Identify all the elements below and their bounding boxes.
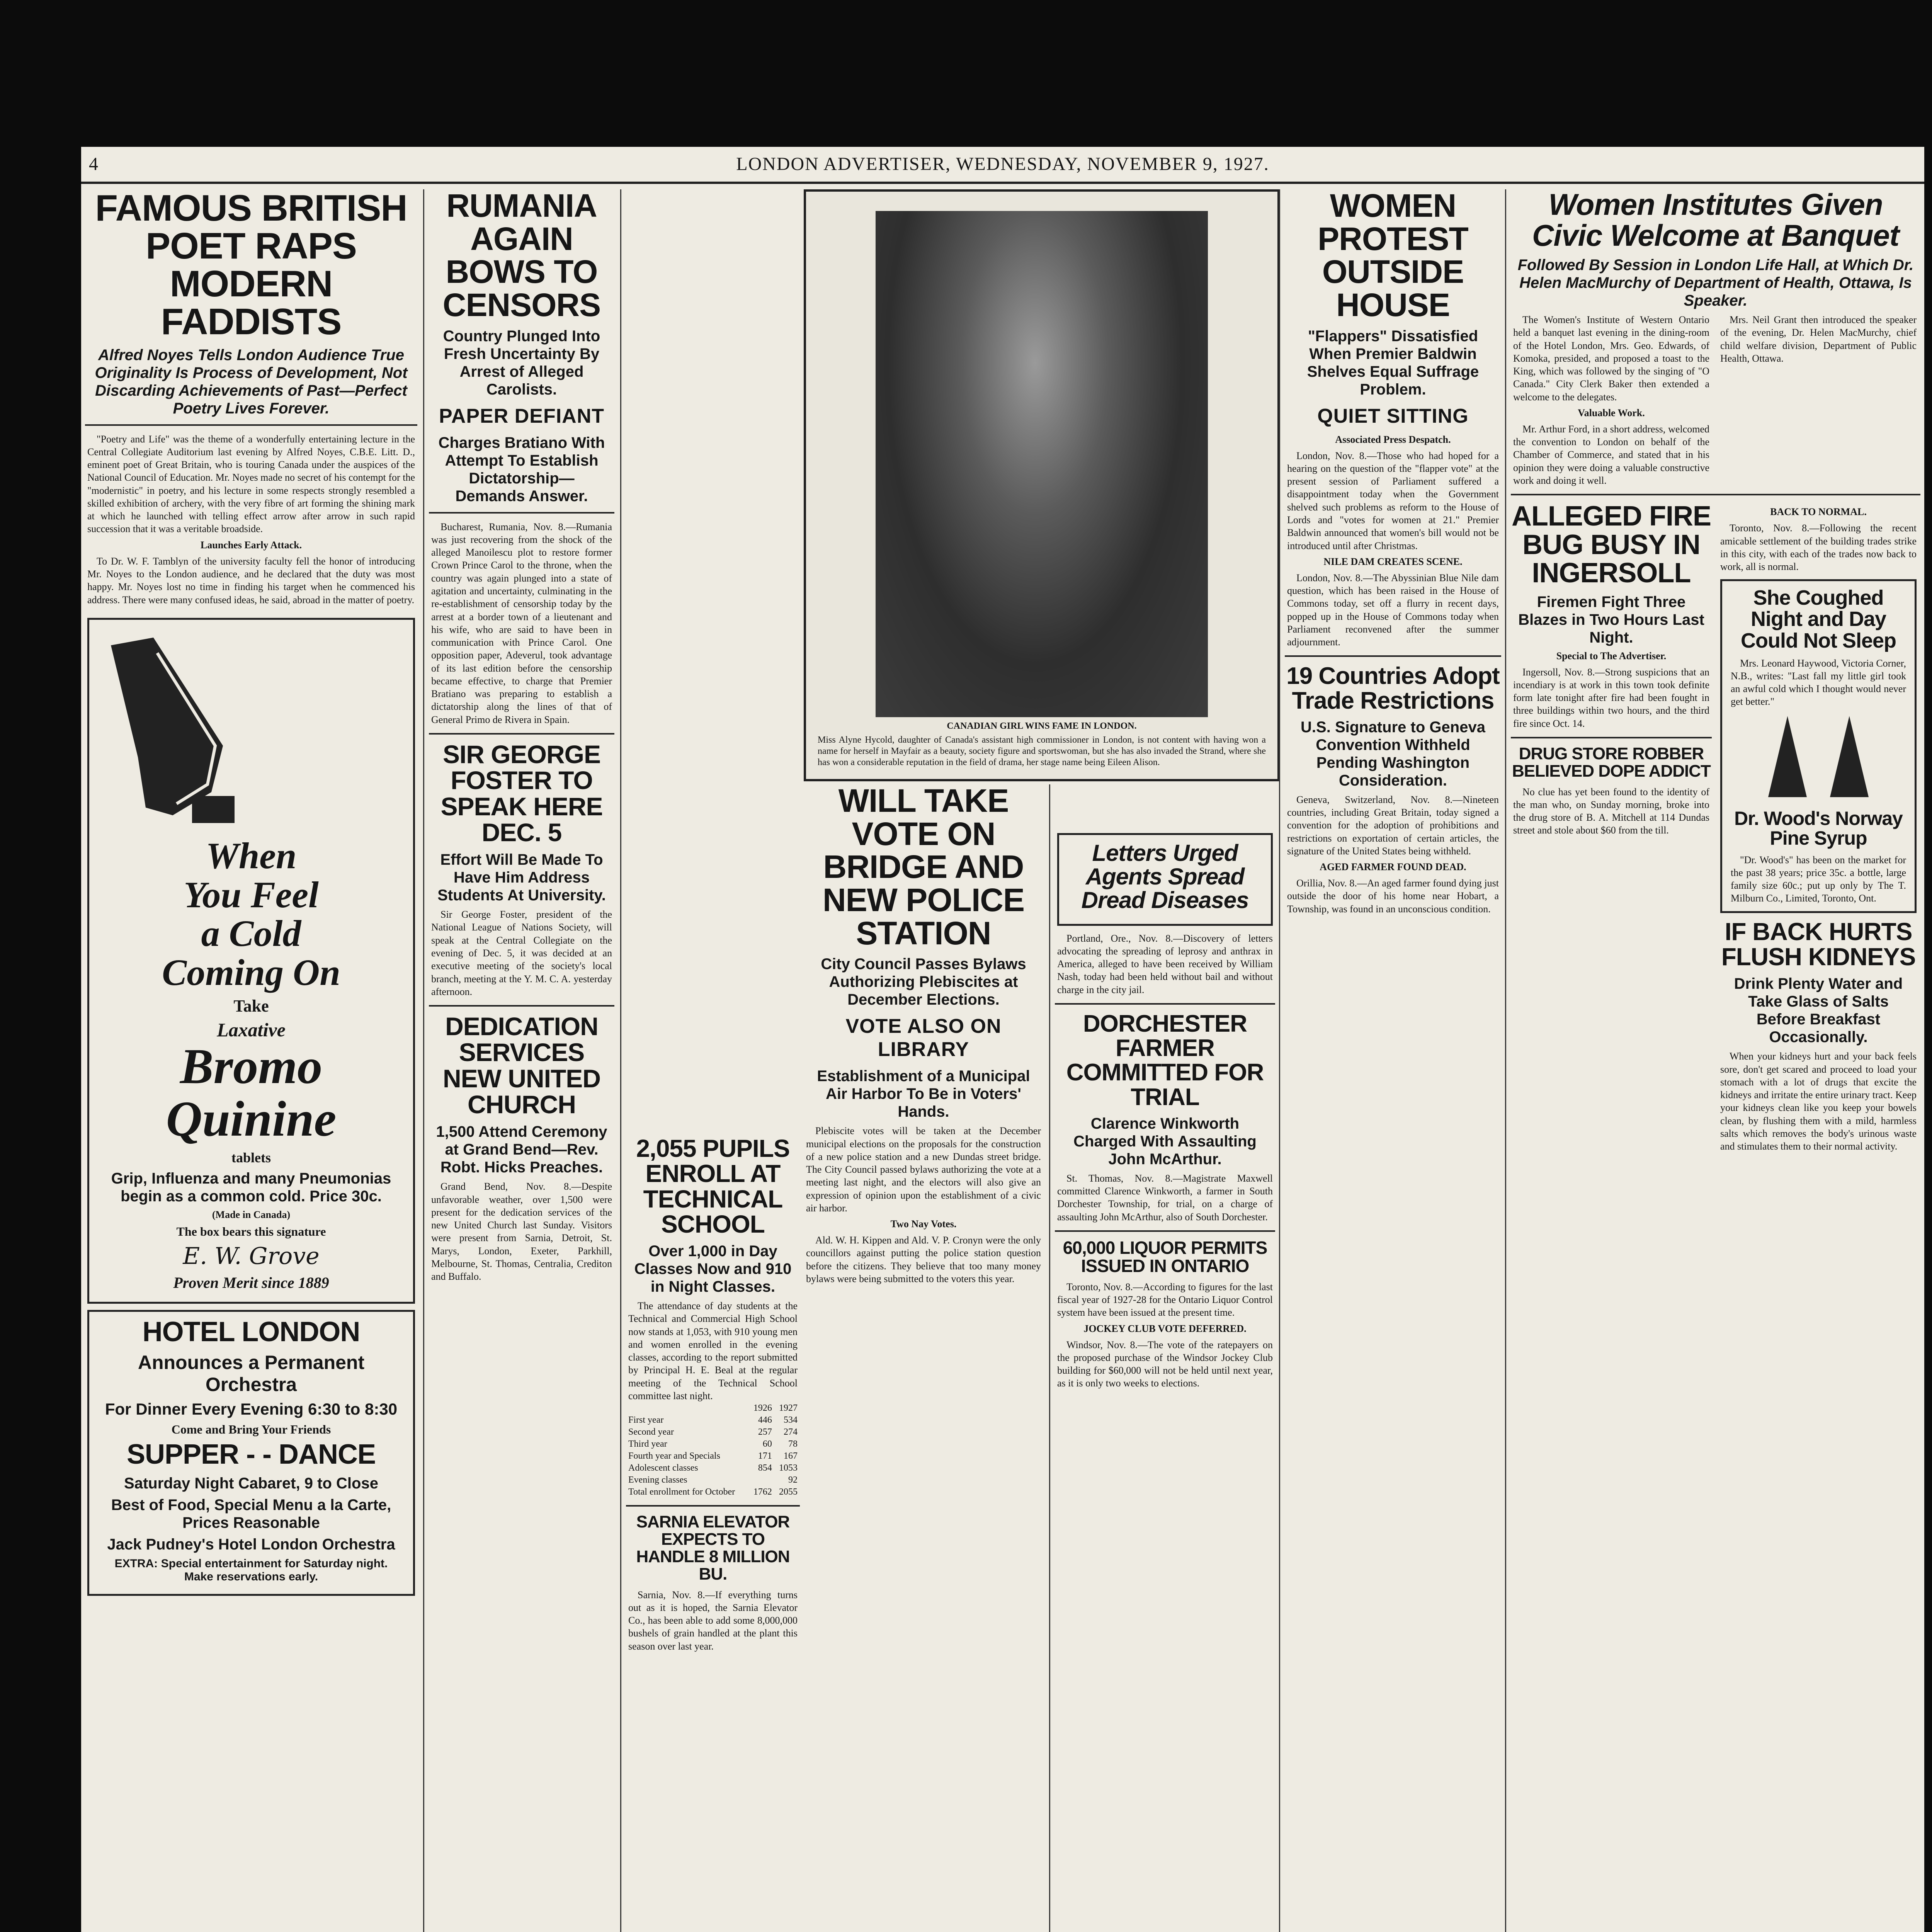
- table-cell: [749, 1474, 774, 1486]
- headline-dedication-services: DEDICATION SERVICES NEW UNITED CHURCH: [443, 1012, 600, 1119]
- subhead-aged-farmer: AGED FARMER FOUND DEAD.: [1320, 861, 1466, 873]
- subhead-nile-dam: NILE DAM CREATES SCENE.: [1323, 556, 1463, 567]
- column-rule: [423, 189, 424, 1932]
- ad-syrup-brand: Dr. Wood's Norway Pine Syrup: [1734, 807, 1903, 849]
- ad-box-text: The box bears this signature: [176, 1224, 326, 1238]
- deck-fire-bug: Firemen Fight Three Blazes in Two Hours Last Night.: [1518, 593, 1704, 646]
- divider: [1511, 494, 1920, 495]
- deck-alfred-noyes: Alfred Noyes Tells London Audience True Originality Is Process of Development, Not Discarding Achievements of Past—Perfect Poetry Lives Forever.: [95, 346, 408, 417]
- article-body-letters: Portland, Ore., Nov. 8.—Discovery of letters advocating the spreading of leprosy and anthrax in America, alleged to have been received by William Nash, today had been held without bail and without charge in the city jail.: [1057, 932, 1273, 995]
- ad-syrup-body: Mrs. Leonard Haywood, Victoria Corner, N.B., writes: "Last fall my little girl took an awful cold which I thought would never get better.": [1731, 657, 1906, 707]
- ad-brand-quinine: Quinine: [166, 1091, 337, 1147]
- table-cell: Evening classes: [628, 1475, 687, 1485]
- divider: [85, 424, 417, 426]
- table-cell: 78: [788, 1439, 798, 1449]
- divider: [626, 1505, 800, 1507]
- subhead-back-to-normal: BACK TO NORMAL.: [1770, 506, 1867, 518]
- article-body-speaker: Mrs. Neil Grant then introduced the speaker of the evening, Dr. Helen MacMurchy, chief child welfare division, Department of Public Health, Ottawa.: [1720, 314, 1917, 364]
- pointing-hand-icon: [95, 630, 258, 831]
- women-institutes-right: [1718, 313, 1919, 487]
- table-cell: 171: [758, 1451, 772, 1461]
- table-header-cell: 1926: [753, 1403, 772, 1413]
- divider: [1055, 1230, 1275, 1232]
- table-row: [626, 1438, 800, 1450]
- table-header-cell: 1927: [779, 1403, 798, 1413]
- article-body-drug-store: No clue has yet been found to the identity of the man who, on Sunday morning, broke into the drug store of B. A. Mitchell at 114 Dundas street and stole about $60 from the till.: [1513, 786, 1709, 836]
- lower-columns: [1511, 502, 1920, 1153]
- ad-hotel-name: HOTEL LONDON: [142, 1316, 360, 1347]
- subhead-two-nay-votes: Two Nay Votes.: [890, 1218, 957, 1230]
- column-rule: [1505, 189, 1506, 1932]
- table-cell: 92: [788, 1475, 798, 1485]
- divider: [429, 1005, 614, 1007]
- table-cell: 60: [762, 1439, 772, 1449]
- divider: [1285, 655, 1501, 657]
- label-vote-also-on-library: VOTE ALSO ON LIBRARY: [845, 1015, 1002, 1061]
- table-cell: 167: [784, 1451, 798, 1461]
- divider: [429, 512, 614, 514]
- headline-women-protest: WOMEN PROTEST OUTSIDE HOUSE: [1318, 189, 1468, 323]
- article-body-poet: "Poetry and Life" was the theme of a wonderfully entertaining lecture in the Central Collegiate Auditorium last evening by Alfred Noyes, C.B.E. Litt. D., eminent poet of Great Britain, who is touring Canada under the auspices of the National Council of Education. Mr. Noyes made no secret of his contempt for the "modernistic" in poetry, and his lecture in some respects strongly resembled a skilled exhibition of archery, with the very fibre of art forming the shining mark at which he launched with telling effect arrow after arrow in such rapid succession that it was a veritable broadside.: [87, 433, 415, 535]
- article-body-vote-2: Ald. W. H. Kippen and Ald. V. P. Cronyn were the only councillors against putting the police station question before the citizens. They believe that too many money bylaws were being submitted to the voters this year.: [806, 1235, 1041, 1285]
- ad-syrup-body-2: "Dr. Wood's" has been on the market for the past 38 years; price 35c. a bottle, large family size 60c.; put up only by The T. Milburn Co., Limited, Toronto, Ont.: [1731, 854, 1906, 904]
- deck-2055-pupils: Over 1,000 in Day Classes Now and 910 in Night Classes.: [634, 1243, 792, 1296]
- ad-signature: E. W. Grove: [183, 1242, 320, 1270]
- column-rule: [1049, 784, 1050, 1932]
- article-body-poet-2: To Dr. W. F. Tamblyn of the university faculty fell the honor of introducing Mr. Noyes to the London audience, and he declared that the duty was most happy. Mr. Noyes lost no time in finding his target when he commenced his address. There were many confused ideas, he said, abroad in the matter of poetry.: [87, 555, 415, 605]
- column-2b: [626, 1136, 800, 1932]
- ad-kidneys-body: When your kidneys hurt and your back feels sore, don't get scared and proceed to load your stomach with a lot of drugs that excite the kidneys and irritate the entire urinary tract. Keep your kidneys clean like you keep your bowels clean, by flushing them with a mild, harmless salts which removes the body's urinous waste and stimulates them to their normal activity.: [1720, 1051, 1917, 1152]
- table-cell: 1762: [753, 1487, 772, 1497]
- column-rule: [620, 189, 621, 1932]
- ad-kidneys-headline: IF BACK HURTS FLUSH KIDNEYS: [1721, 917, 1916, 971]
- article-body-19-countries: Geneva, Switzerland, Nov. 8.—Nineteen countries, including Great Britain, today signed a convention for the adoption of prohibitions and restrictions on exportation of certain articles, the signature of the United States being withheld.: [1287, 794, 1499, 857]
- ad-hotel-london: [87, 1310, 415, 1596]
- article-body-aged-farmer: Orillia, Nov. 8.—An aged farmer found dying just outside the door of his home near Hobart, a Township, was found in an unconscious condition.: [1287, 878, 1499, 915]
- ad-hotel-line5: Best of Food, Special Menu a la Carte, Prices Reasonable: [111, 1496, 391, 1531]
- table-header-cell: [626, 1402, 749, 1414]
- ad-hotel-line1: Announces a Permanent Orchestra: [138, 1351, 365, 1396]
- deck-women-institutes: Followed By Session in London Life Hall, at Which Dr. Helen MacMurchy of Department of Health, Ottawa, Is Speaker.: [1517, 257, 1914, 310]
- photo-caption-head: CANADIAN GIRL WINS FAME IN LONDON.: [947, 721, 1137, 731]
- pine-tree-icon: [1760, 708, 1876, 809]
- article-body-vote: Plebiscite votes will be taken at the December municipal elections on the proposals for the construction of a new police station and a new Dundas street bridge. The City Council passed bylaws authorizing the vote at a meeting last night, and the electors will also give an expression of opinion upon the establishment of a civic air harbor.: [806, 1125, 1041, 1214]
- ad-take: Take: [233, 997, 269, 1015]
- column-4: [1285, 189, 1501, 1932]
- ad-line-when: When: [206, 835, 297, 876]
- article-body-dedication: Grand Bend, Nov. 8.—Despite unfavorable weather, over 1,500 were present for the dedication services of the new United Church last Sunday. Visitors were present from Sarnia, Detroit, St. Marys, London, Exeter, Parkhill, Melbourne, St. Thomas, Centralia, Crediton and Buffalo.: [431, 1181, 612, 1282]
- table-row: [626, 1486, 800, 1498]
- ad-syrup-headline: She Coughed Night and Day Could Not Sleep: [1741, 586, 1896, 652]
- table-row: [626, 1414, 800, 1426]
- photo-caption: Miss Alyne Hycold, daughter of Canada's assistant high commissioner in London, is not content with having won a name for herself in Mayfair as a beauty, society figure and sportswoman, but she has also invaded the Strand, where she has won a considerable reputation in the field of drama, her stage name being Eileen Alison.: [818, 735, 1266, 767]
- ad-norway-pine-syrup: [1720, 579, 1917, 913]
- label-paper-defiant: PAPER DEFIANT: [439, 405, 605, 427]
- headline-drug-store-robber: DRUG STORE ROBBER BELIEVED DOPE ADDICT: [1512, 744, 1711, 781]
- table-cell: Third year: [628, 1439, 667, 1449]
- deck-dedication: 1,500 Attend Ceremony at Grand Bend—Rev. Robt. Hicks Preaches.: [436, 1123, 607, 1176]
- masthead: [81, 147, 1924, 184]
- article-body-pupils: The attendance of day students at the Technical and Commercial High School now stands at 1,053, with 910 young men and women enrolled in the evening classes, according to the report submitted by Principal H. E. Beal at the regular meeting of the Technical School committee last night.: [628, 1300, 798, 1401]
- headline-liquor-permits: 60,000 LIQUOR PERMITS ISSUED IN ONTARIO: [1063, 1237, 1267, 1276]
- table-row: [626, 1450, 800, 1462]
- ad-hotel-supper: SUPPER - - DANCE: [126, 1439, 376, 1470]
- deck-will-take-vote: City Council Passes Bylaws Authorizing Plebiscites at December Elections.: [821, 956, 1026, 1009]
- article-body-sarnia: Sarnia, Nov. 8.—If everything turns out as it is hoped, the Sarnia Elevator Co., has been able to add some 8,000,000 bushels of grain handled at the plant this season over last year.: [628, 1589, 798, 1652]
- headline-letters-urged: Letters Urged Agents Spread Dread Diseases: [1081, 840, 1249, 913]
- article-body-nile-dam: London, Nov. 8.—The Abyssinian Blue Nile dam question, which has been raised in the House of Commons today, set off a flurry in recent days, popped up in the House of Commons today when Parliament reconvened after the summer adjournment.: [1287, 572, 1499, 648]
- ad-hotel-line4: Saturday Night Cabaret, 9 to Close: [124, 1475, 378, 1492]
- deck-19-countries: U.S. Signature to Geneva Convention Withheld Pending Washington Consideration.: [1301, 718, 1485, 789]
- headline-sarnia-elevator: SARNIA ELEVATOR EXPECTS TO HANDLE 8 MILLION BU.: [636, 1512, 790, 1583]
- ad-copy: Grip, Influenza and many Pneumonias begin as a common cold. Price 30c.: [111, 1170, 391, 1205]
- article-body-rumania: Bucharest, Rumania, Nov. 8.—Rumania was just recovering from the shock of the alleged Manoilescu plot to restore former Crown Prince Carol to the throne, when the country was again plunged into a state of agitation and uncertainty, culminating in the re-establishment of censorship today by the arrest at a border town of a lieutenant and his wife, who are said to have been in communication with Prince Carol. One opposition paper, Adeverul, took advantage of its last edition before the censorship became effective, to charge that Premier Bratiano was preparing to establish a dictatorship along the lines of that of General Primo de Rivera in Spain.: [431, 521, 612, 725]
- ad-made-in-canada: (Made in Canada): [212, 1209, 291, 1220]
- women-institutes-left: [1511, 313, 1712, 487]
- subhead-valuable-work: Valuable Work.: [1578, 407, 1645, 418]
- ads-column: [1718, 502, 1919, 1153]
- headline-19-countries: 19 Countries Adopt Trade Restrictions: [1286, 663, 1500, 714]
- table-cell: 257: [758, 1427, 772, 1437]
- ad-laxative: Laxative: [217, 1019, 286, 1041]
- portrait-photo: [876, 211, 1208, 717]
- box-letters-urged: [1057, 833, 1273, 926]
- enrollment-table: [626, 1402, 800, 1498]
- page-number: 4: [89, 154, 99, 174]
- column-rule: [1279, 189, 1280, 1932]
- table-cell: Adolescent classes: [628, 1463, 698, 1473]
- article-body-women-protest: London, Nov. 8.—Those who had hoped for a hearing on the question of the "flapper vote" at the present session of Parliament suffered a disappointment today when the Government shelved such problems as reform to the House of Lords and "votes for women at 21." Premier Baldwin announced that women's bill would not be introduced until after Christmas.: [1287, 450, 1499, 551]
- ad-line-coming-on: Coming On: [162, 952, 340, 993]
- headline-2055-pupils: 2,055 PUPILS ENROLL AT TECHNICAL SCHOOL: [636, 1136, 790, 1238]
- photo-canadian-girl: [804, 189, 1280, 781]
- ad-hotel-line2: For Dinner Every Evening 6:30 to 8:30: [105, 1400, 398, 1418]
- table-header-row: [626, 1402, 800, 1414]
- column-2: [429, 189, 614, 1932]
- source-associated-press: Associated Press Despatch.: [1335, 434, 1451, 445]
- women-institutes-columns: [1511, 313, 1920, 487]
- table-cell: First year: [628, 1415, 664, 1425]
- table-cell: Fourth year and Specials: [628, 1451, 720, 1461]
- article-body-valuable-work: Mr. Arthur Ford, in a short address, welcomed the convention to London on behalf of the Chamber of Commerce, and stated that in his opinion they were doing a valuable constructive work and doing it well.: [1513, 423, 1709, 486]
- ad-hotel-line7: EXTRA: Special entertainment for Saturday night. Make reservations early.: [114, 1557, 388, 1583]
- ad-hotel-line6: Jack Pudney's Hotel London Orchestra: [107, 1536, 395, 1553]
- ad-brand-bromo: Bromo: [180, 1038, 323, 1094]
- headline-women-institutes: Women Institutes Given Civic Welcome at Banquet: [1532, 189, 1899, 252]
- divider: [1055, 1003, 1275, 1005]
- headline-dorchester-farmer: DORCHESTER FARMER COMMITTED FOR TRIAL: [1066, 1010, 1264, 1111]
- headline-fire-bug: ALLEGED FIRE BUG BUSY IN INGERSOLL: [1511, 501, 1711, 589]
- deck-sir-george-foster: Effort Will Be Made To Have Him Address Students At University.: [437, 851, 606, 904]
- headline-rumania: RUMANIA AGAIN BOWS TO CENSORS: [442, 189, 601, 323]
- article-body-women-institutes: The Women's Institute of Western Ontario held a banquet last evening in the dining-room of the Hotel London, Mrs. Geo. Edwards, of Komoka, presided, and proposed a toast to the King, which was followed by the singing of "O Canada." City Clerk Baker then extended a welcome to the delegates.: [1513, 314, 1709, 403]
- column-middle: [804, 784, 1043, 1932]
- table-cell: Second year: [628, 1427, 674, 1437]
- table-row: [626, 1426, 800, 1438]
- table-cell: 1053: [779, 1463, 798, 1473]
- deck-rumania-2: Charges Bratiano With Attempt To Establish Dictatorship—Demands Answer.: [438, 434, 605, 505]
- headline-will-take-vote: WILL TAKE VOTE ON BRIDGE AND NEW POLICE STATION: [822, 784, 1024, 951]
- headline-famous-british-poet: FAMOUS BRITISH POET RAPS MODERN FADDISTS: [95, 189, 407, 342]
- ad-line-you-feel: You Feel: [184, 874, 319, 915]
- ad-kidneys-deck: Drink Plenty Water and Take Glass of Salts Before Breakfast Occasionally.: [1734, 975, 1903, 1046]
- deck-rumania: Country Plunged Into Fresh Uncertainty By Arrest of Alleged Carolists.: [443, 327, 600, 398]
- article-body-foster: Sir George Foster, president of the National League of Nations Society, will speak at the Central Collegiate on the evening of Dec. 5, it was decided at an executive meeting of the society's local branch, meeting at the Y. M. C. A. yesterday afternoon.: [431, 909, 612, 997]
- ad-tablets: tablets: [231, 1150, 271, 1165]
- deck-women-protest: "Flappers" Dissatisfied When Premier Baldwin Shelves Equal Suffrage Problem.: [1307, 327, 1479, 398]
- subhead-jockey-club: JOCKEY CLUB VOTE DEFERRED.: [1083, 1323, 1247, 1334]
- table-row: [626, 1474, 800, 1486]
- ad-bromo-quinine: [87, 618, 415, 1304]
- ad-hotel-line3: Come and Bring Your Friends: [171, 1422, 331, 1437]
- article-body-back-to-normal: Toronto, Nov. 8.—Following the recent amicable settlement of the building trades strike in this city, with each of the trades now back to work, all is normal.: [1720, 522, 1917, 573]
- masthead-title: LONDON ADVERTISER, WEDNESDAY, NOVEMBER 9, 1927.: [736, 154, 1269, 174]
- table-cell: 534: [784, 1415, 798, 1425]
- fire-bug-column: [1511, 502, 1712, 1153]
- table-cell: 854: [758, 1463, 772, 1473]
- article-body-dorchester: St. Thomas, Nov. 8.—Magistrate Maxwell committed Clarence Winkworth, a farmer in South Dorchester Township, for trial, on a charge of assaulting John McArthur, also of South Dorchester.: [1057, 1172, 1273, 1223]
- deck-dorchester: Clarence Winkworth Charged With Assaulting John McArthur.: [1073, 1115, 1257, 1168]
- article-body-fire-bug: Ingersoll, Nov. 8.—Strong suspicions that an incendiary is at work in this town took definite form late tonight after fire had been fought in three buildings within two hours, and the third fire since Oct. 14.: [1513, 666, 1709, 729]
- source-special: Special to The Advertiser.: [1556, 650, 1667, 662]
- table-row: [626, 1462, 800, 1474]
- divider: [429, 733, 614, 735]
- column-middle-2: [1055, 827, 1275, 1932]
- headline-sir-george-foster: SIR GEORGE FOSTER TO SPEAK HERE DEC. 5: [440, 740, 603, 847]
- subhead-launches-early-attack: Launches Early Attack.: [200, 539, 302, 551]
- table-cell: 446: [758, 1415, 772, 1425]
- article-body-liquor: Toronto, Nov. 8.—According to figures for the last fiscal year of 1927-28 for the Ontario Liquor Control system have been issued at the present time.: [1057, 1281, 1273, 1318]
- table-cell: 2055: [779, 1487, 798, 1497]
- ad-proven-merit: Proven Merit since 1889: [173, 1274, 329, 1291]
- column-1: [85, 189, 417, 1932]
- column-5: [1511, 189, 1920, 1932]
- article-body-jockey: Windsor, Nov. 8.—The vote of the ratepayers on the proposed purchase of the Windsor Jockey Club building for $60,000 will not be held until next year, as it is only two weeks to elections.: [1057, 1339, 1273, 1389]
- newspaper-page: [81, 147, 1924, 1932]
- deck-will-take-vote-2: Establishment of a Municipal Air Harbor To Be in Voters' Hands.: [817, 1068, 1030, 1121]
- label-quiet-sitting: QUIET SITTING: [1317, 405, 1469, 427]
- ad-line-a-cold: a Cold: [201, 913, 301, 954]
- divider: [1511, 737, 1712, 738]
- table-cell: 274: [784, 1427, 798, 1437]
- table-cell: Total enrollment for October: [628, 1487, 735, 1497]
